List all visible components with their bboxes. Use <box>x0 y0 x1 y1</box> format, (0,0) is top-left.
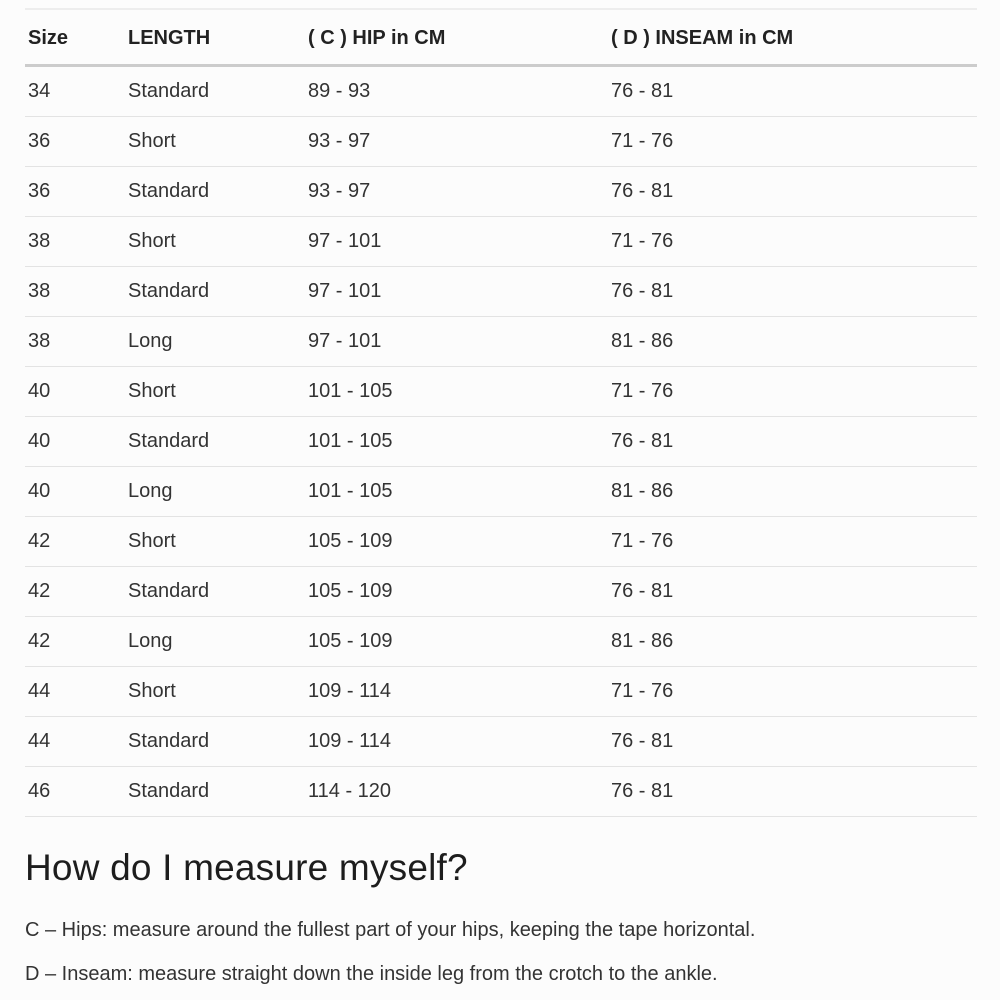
cell-size: 34 <box>25 66 125 117</box>
cell-inseam: 71 - 76 <box>608 367 977 417</box>
cell-length: Short <box>125 117 305 167</box>
cell-length: Standard <box>125 66 305 117</box>
cell-hip: 105 - 109 <box>305 517 608 567</box>
cell-size: 40 <box>25 467 125 517</box>
cell-size: 36 <box>25 117 125 167</box>
cell-length: Standard <box>125 167 305 217</box>
table-row <box>25 317 977 367</box>
cell-hip: 114 - 120 <box>305 767 608 817</box>
cell-length: Short <box>125 367 305 417</box>
table-row <box>25 667 977 717</box>
cell-inseam: 76 - 81 <box>608 717 977 767</box>
table-row <box>25 66 977 117</box>
cell-hip: 97 - 101 <box>305 317 608 367</box>
column-header-hip: ( C ) HIP in CM <box>305 9 608 66</box>
column-header-size: Size <box>25 9 125 66</box>
cell-length: Short <box>125 217 305 267</box>
table-row <box>25 617 977 667</box>
cell-size: 42 <box>25 517 125 567</box>
table-row <box>25 567 977 617</box>
measure-section <box>25 847 977 987</box>
cell-hip: 93 - 97 <box>305 117 608 167</box>
cell-length: Long <box>125 317 305 367</box>
table-row <box>25 517 977 567</box>
cell-size: 36 <box>25 167 125 217</box>
cell-inseam: 81 - 86 <box>608 317 977 367</box>
table-row <box>25 417 977 467</box>
cell-inseam: 76 - 81 <box>608 267 977 317</box>
table-row <box>25 467 977 517</box>
cell-length: Standard <box>125 267 305 317</box>
table-row <box>25 367 977 417</box>
table-header-row <box>25 9 977 66</box>
measure-instruction-hips: C – Hips: measure around the fullest part of your hips, keeping the tape horizontal. <box>25 919 756 941</box>
table-row <box>25 717 977 767</box>
cell-hip: 109 - 114 <box>305 667 608 717</box>
cell-size: 38 <box>25 267 125 317</box>
cell-inseam: 76 - 81 <box>608 167 977 217</box>
cell-inseam: 76 - 81 <box>608 767 977 817</box>
cell-hip: 101 - 105 <box>305 467 608 517</box>
size-chart-table <box>25 8 977 817</box>
cell-length: Long <box>125 467 305 517</box>
cell-hip: 89 - 93 <box>305 66 608 117</box>
cell-hip: 93 - 97 <box>305 167 608 217</box>
cell-length: Standard <box>125 567 305 617</box>
cell-length: Standard <box>125 717 305 767</box>
cell-length: Standard <box>125 767 305 817</box>
cell-inseam: 76 - 81 <box>608 567 977 617</box>
table-row <box>25 117 977 167</box>
column-header-inseam: ( D ) INSEAM in CM <box>608 9 977 66</box>
cell-size: 42 <box>25 617 125 667</box>
cell-inseam: 81 - 86 <box>608 467 977 517</box>
column-header-length: LENGTH <box>125 9 305 66</box>
cell-size: 38 <box>25 317 125 367</box>
cell-inseam: 71 - 76 <box>608 667 977 717</box>
cell-size: 40 <box>25 367 125 417</box>
cell-inseam: 76 - 81 <box>608 417 977 467</box>
table-row <box>25 267 977 317</box>
cell-hip: 105 - 109 <box>305 567 608 617</box>
cell-inseam: 71 - 76 <box>608 117 977 167</box>
cell-inseam: 76 - 81 <box>608 66 977 117</box>
cell-hip: 101 - 105 <box>305 417 608 467</box>
cell-length: Long <box>125 617 305 667</box>
cell-size: 38 <box>25 217 125 267</box>
table-row <box>25 167 977 217</box>
cell-size: 42 <box>25 567 125 617</box>
size-chart-body <box>25 66 977 817</box>
measure-instruction-inseam: D – Inseam: measure straight down the inside leg from the crotch to the ankle. <box>25 963 718 985</box>
cell-inseam: 81 - 86 <box>608 617 977 667</box>
cell-length: Short <box>125 667 305 717</box>
cell-hip: 97 - 101 <box>305 217 608 267</box>
cell-size: 46 <box>25 767 125 817</box>
cell-hip: 97 - 101 <box>305 267 608 317</box>
cell-size: 40 <box>25 417 125 467</box>
table-row <box>25 767 977 817</box>
table-row <box>25 217 977 267</box>
cell-length: Standard <box>125 417 305 467</box>
cell-hip: 105 - 109 <box>305 617 608 667</box>
cell-hip: 109 - 114 <box>305 717 608 767</box>
size-chart-head <box>25 9 977 66</box>
cell-size: 44 <box>25 667 125 717</box>
cell-length: Short <box>125 517 305 567</box>
measure-heading: How do I measure myself? <box>25 847 468 888</box>
cell-inseam: 71 - 76 <box>608 517 977 567</box>
cell-hip: 101 - 105 <box>305 367 608 417</box>
cell-inseam: 71 - 76 <box>608 217 977 267</box>
cell-size: 44 <box>25 717 125 767</box>
